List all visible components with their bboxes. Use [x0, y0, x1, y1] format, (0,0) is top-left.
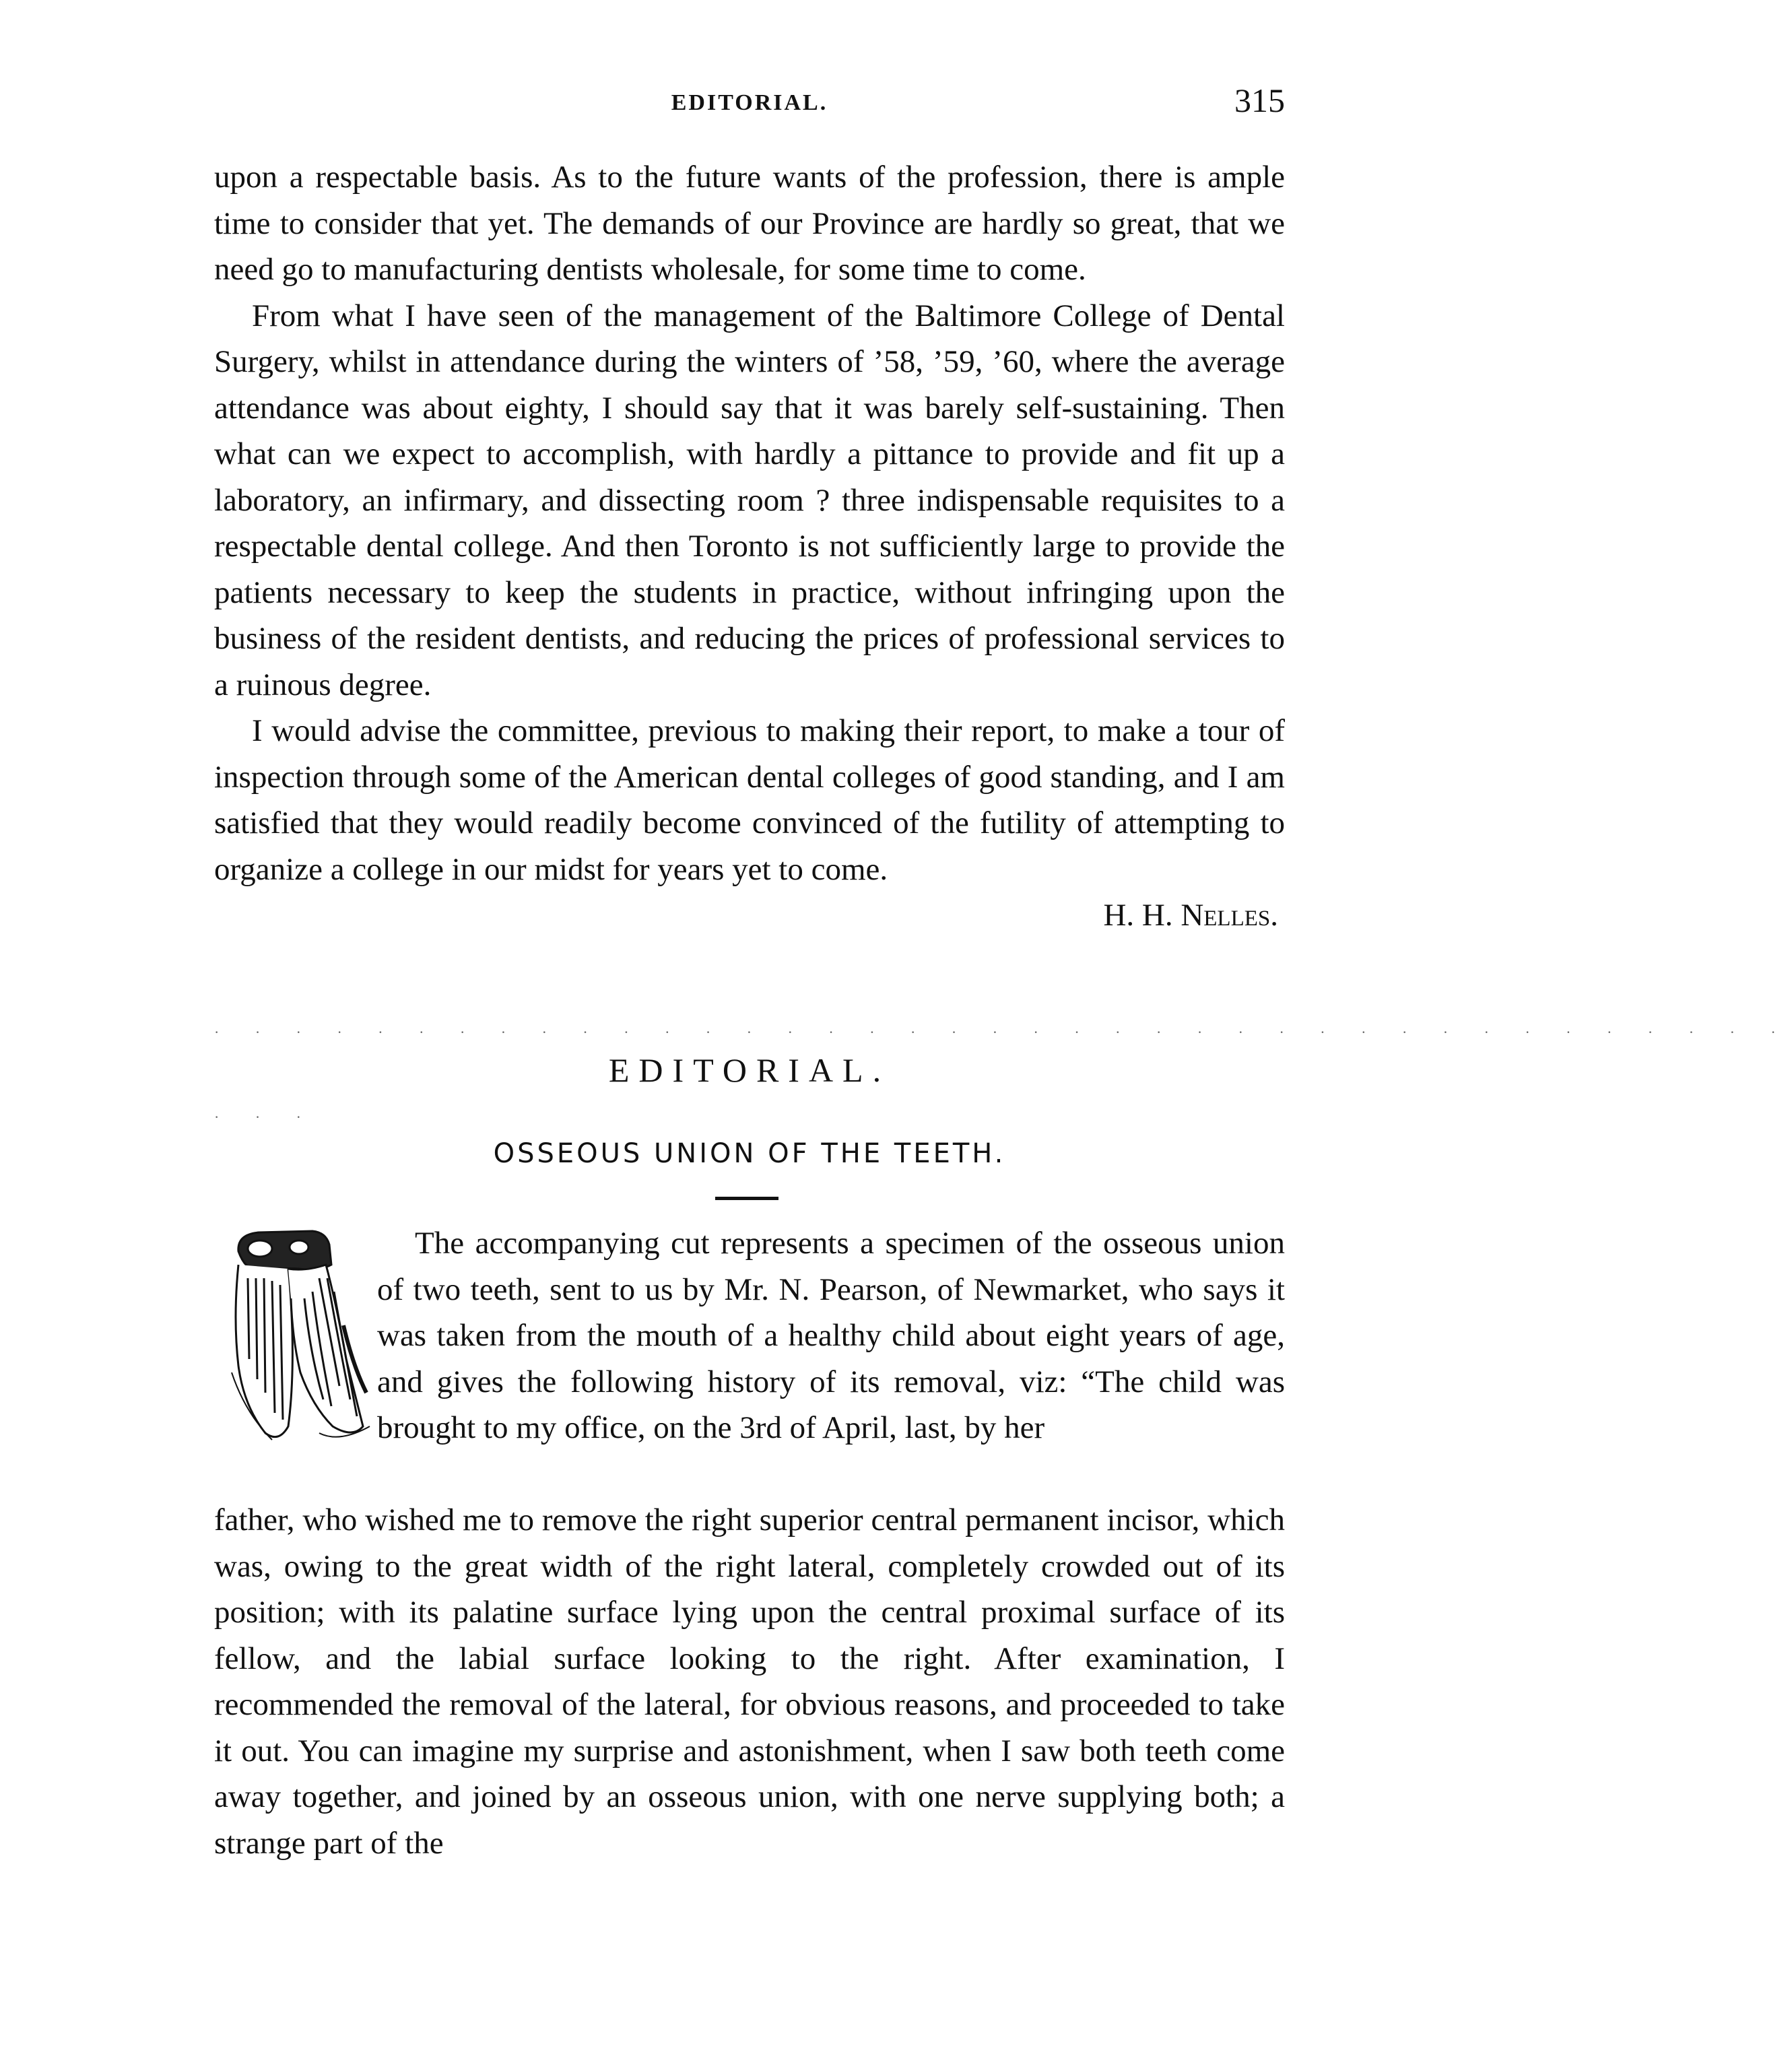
letter-paragraph-2: From what I have seen of the management of the Baltimore College of Dental Surgery, whilst in attendance during the winters of ’58, ’59, ’60, where the average attendance was about eighty, I should say that it was barely self-sustaining. Then what can we expect to accomplish, with hardly a pittance to provide and fit up a laboratory, an infirmary, and dissecting room ? three indispensable requisites to a respectable dental college. And then Toronto is not sufficiently large to provide the patients necessary to keep the students in practice, without infringing upon the business of the resident dentists, and reducing the prices of professional services to a ruinous degree.	[214, 298, 1285, 702]
ornamental-divider-top: · · · · · · · · · · · · · · · · · · · · · · · · · · · · · · · · · · · · · · ·	[214, 1024, 1792, 1040]
article-paragraph-continued	[214, 1497, 1285, 1866]
signature: H. H. Nelles.	[1103, 898, 1278, 933]
fused-teeth-figure	[218, 1224, 373, 1447]
article-paragraph-wrapped	[377, 1220, 1285, 1451]
signature-row	[214, 892, 1285, 939]
title-rule	[715, 1197, 778, 1200]
running-head	[214, 81, 1285, 128]
continued-paragraph-text: father, who wished me to remove the right superior central permanent incisor, which was, owing to the great width of the right lateral, completely crowded out of its position; with its palatine surface lying upon the central proximal surface of its fellow, and the labial surface looking to the right. After examination, I recommended the removal of the lateral, for obvious reasons, and proceeded to take it out. You can imagine my surprise and astonishment, when I saw both teeth come away together, and joined by an osseous union, with one nerve supplying both; a strange part of the	[214, 1502, 1285, 1861]
letter-paragraph-3: I would advise the committee, previous to making their report, to make a tour of inspection through some of the American dental colleges of good standing, and I am satisfied that they would readily become convinced of the futility of attempting to organize a college in our midst for years yet to come.	[214, 713, 1285, 887]
letter-body	[214, 154, 1285, 939]
wrapped-paragraph-text: The accompanying cut represents a specimen of the osseous union of two teeth, sent to us by Mr. N. Pearson, of Newmarket, who says it was taken from the mouth of a healthy child about eight years of age, and gives the following history of its removal, viz: “The child was brought to my office, on the 3rd of April, last, by her	[377, 1226, 1285, 1445]
article-title: OSSEOUS UNION OF THE TEETH.	[493, 1138, 1006, 1169]
running-title: EDITORIAL.	[671, 90, 828, 115]
page-number: 315	[1234, 81, 1285, 119]
fused-teeth-icon	[232, 1231, 370, 1440]
ornamental-divider-bottom: · · ·	[214, 1108, 317, 1125]
letter-closing	[214, 708, 1285, 892]
section-heading: EDITORIAL.	[608, 1051, 891, 1089]
letter-paragraph-1: upon a respectable basis. As to the future wants of the profession, there is ample time to consider that yet. The demands of our Province are hardly so great, that we need go to manufacturing dentists wholesale, for some time to come.	[214, 160, 1285, 287]
